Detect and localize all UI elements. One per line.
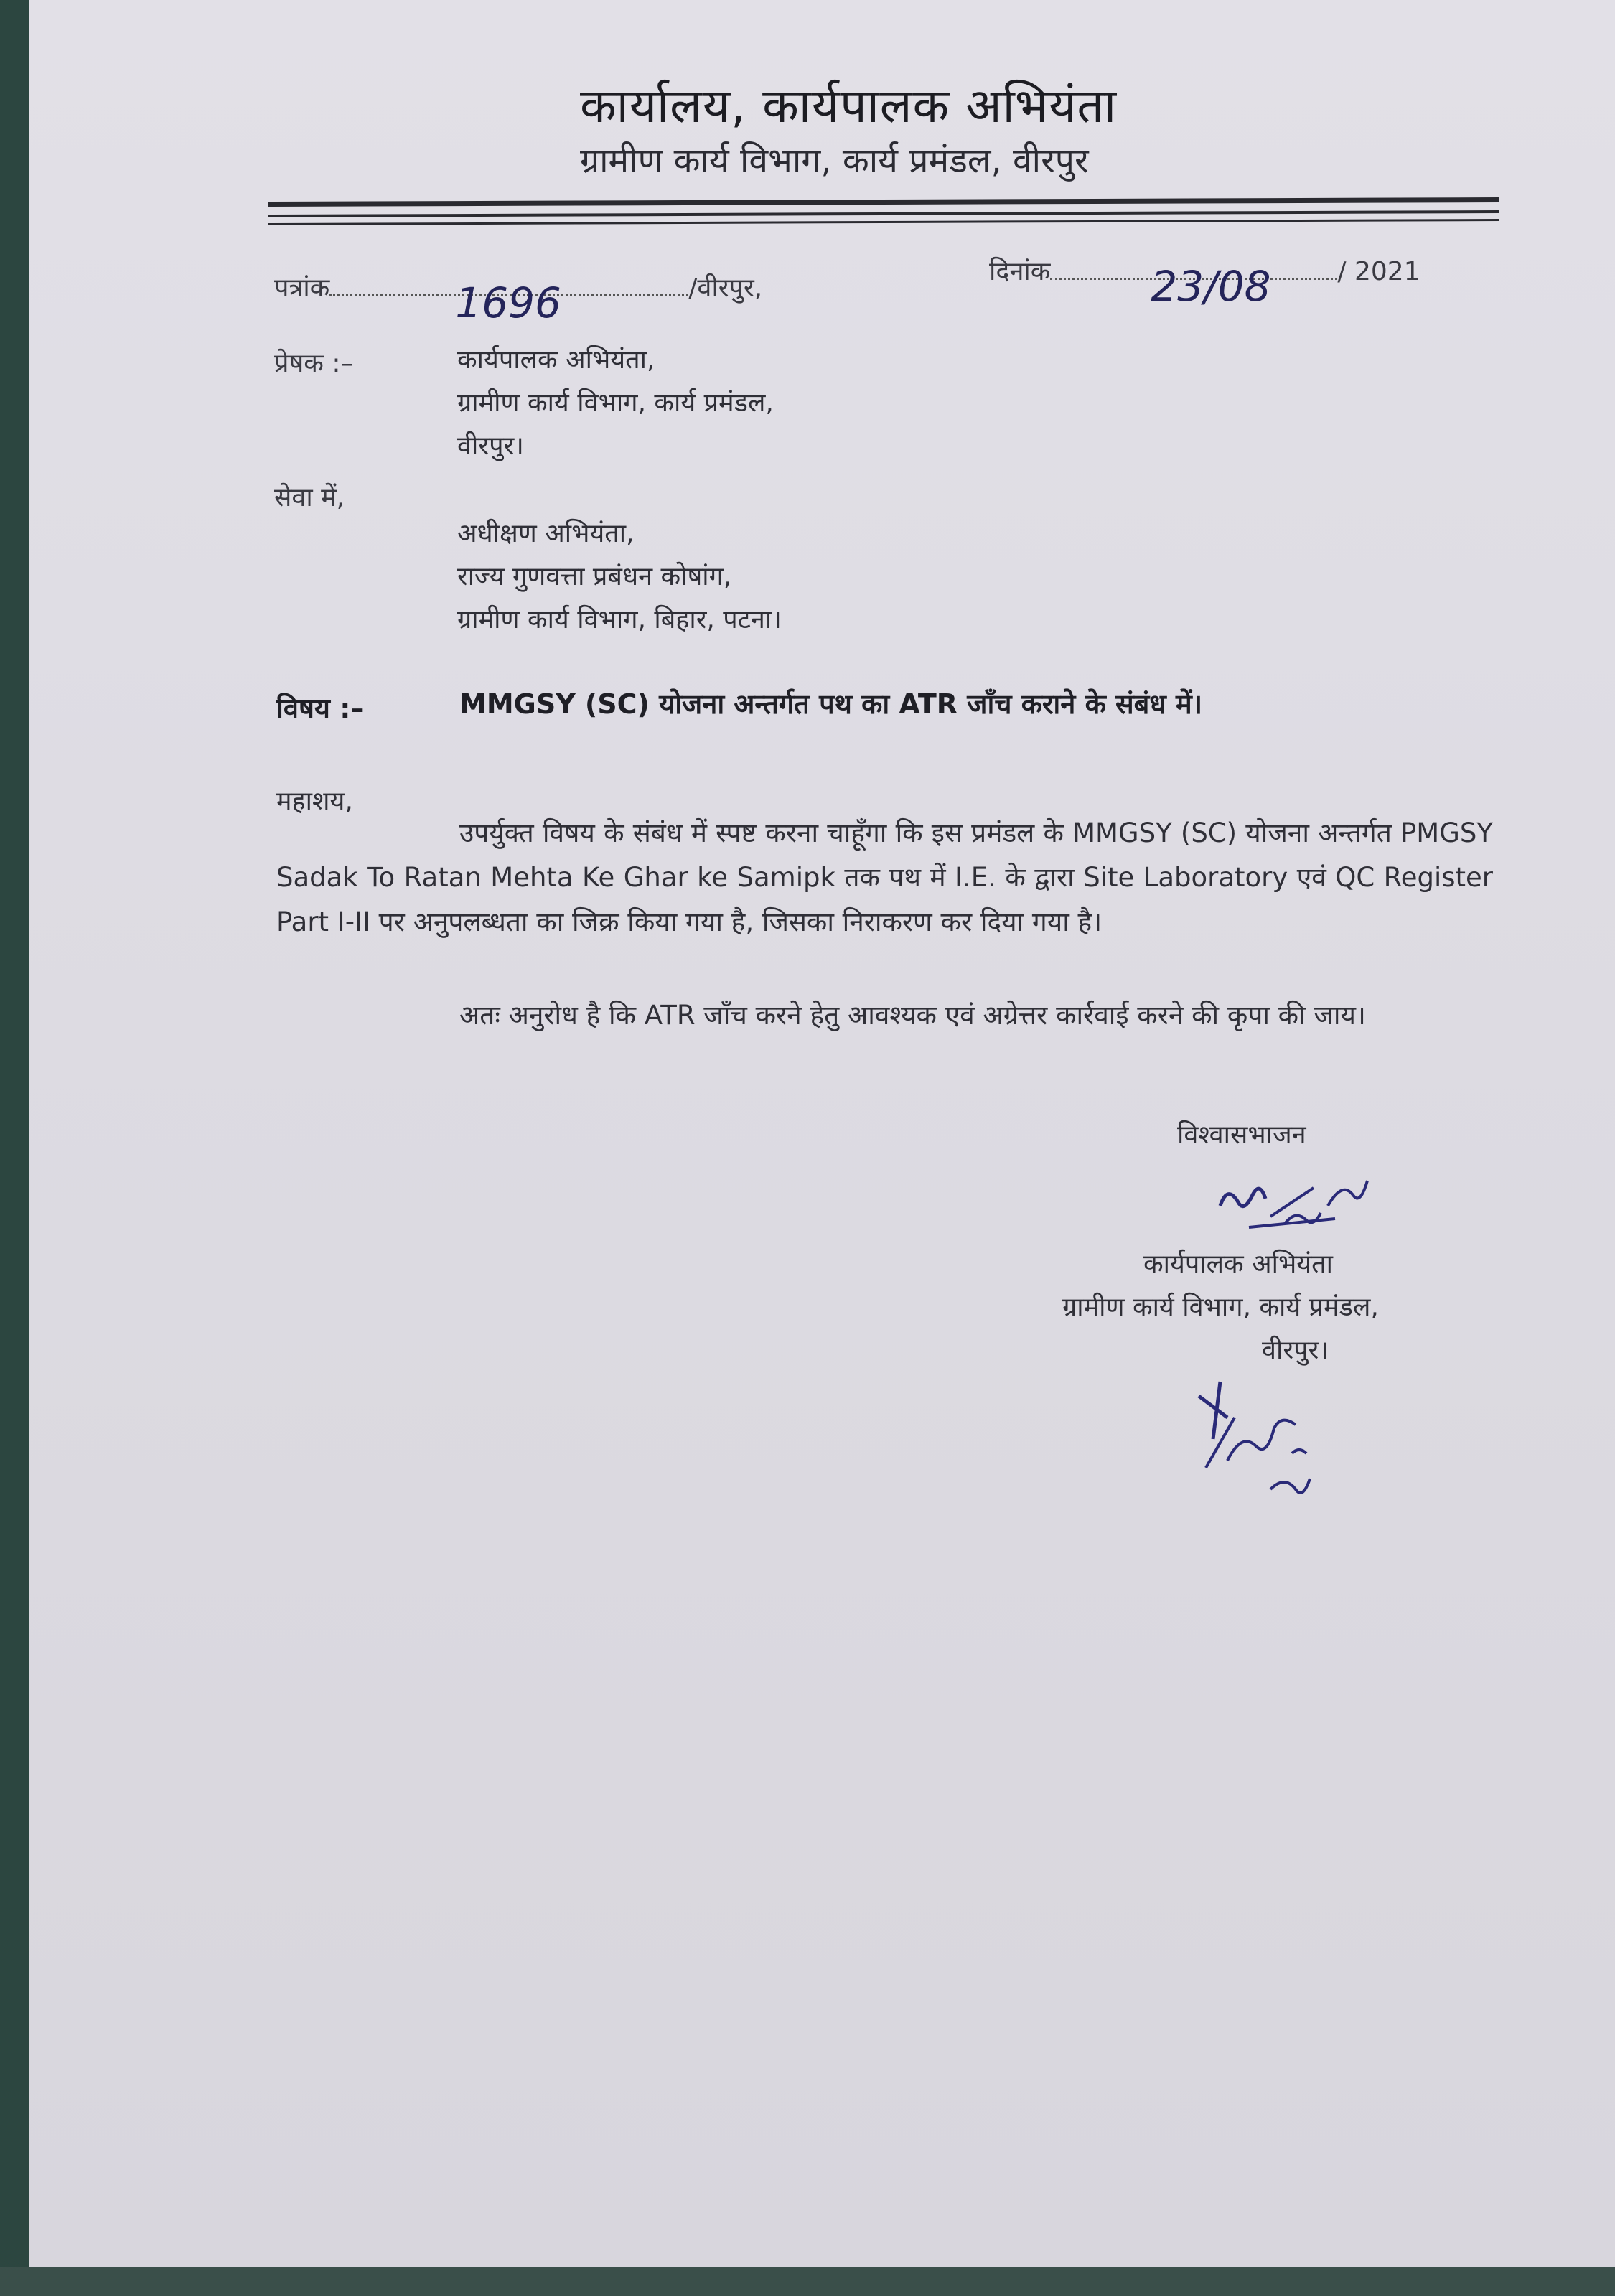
sender-line-3: वीरपुर। — [457, 431, 524, 461]
recipient-line-1: अधीक्षण अभियंता, — [457, 519, 635, 548]
subject-text: MMGSY (SC) योजना अन्तर्गत पथ का ATR जाँच कराने के संबंध में। — [459, 688, 1203, 720]
initials-mark — [1177, 1367, 1342, 1525]
signature-mark — [1206, 1163, 1392, 1249]
sender-line-2: ग्रामीण कार्य विभाग, कार्य प्रमंडल, — [457, 388, 774, 418]
date-year: / 2021 — [1337, 257, 1420, 286]
background-edge — [0, 0, 29, 2296]
salutation: महाशय, — [276, 787, 353, 816]
complimentary-close: विश्वासभाजन — [1177, 1120, 1306, 1150]
signatory-designation: कार्यपालक अभियंता — [1143, 1250, 1333, 1279]
date-handwritten: 23/08 — [1151, 262, 1271, 311]
letterhead-title: कार्यालय, कार्यपालक अभियंता — [580, 78, 1118, 133]
patrank-dotted-line — [329, 278, 688, 327]
letterhead-subtitle: ग्रामीण कार्य विभाग, कार्य प्रमंडल, वीरपुर — [580, 141, 1089, 181]
sender-label: प्रेषक :– — [274, 349, 354, 378]
background-floor — [0, 2267, 1615, 2296]
patrank-number: 1696 — [455, 278, 561, 327]
date-row — [989, 253, 1420, 311]
signatory-place: वीरपुर। — [1262, 1336, 1329, 1365]
recipient-line-3: ग्रामीण कार्य विभाग, बिहार, पटना। — [457, 605, 782, 634]
date-dotted-line — [1050, 262, 1337, 311]
patrank-place: /वीरपुर, — [688, 273, 763, 303]
body-paragraph-2: अतः अनुरोध है कि ATR जाँच करने हेतु आवश्यक एवं अग्रेत्तर कार्रवाई करने की कृपा की जाय। — [459, 1000, 1366, 1031]
date-label: दिनांक — [989, 257, 1051, 286]
signatory-department: ग्रामीण कार्य विभाग, कार्य प्रमंडल, — [1062, 1293, 1379, 1322]
body-paragraph-1: उपर्युक्त विषय के संबंध में स्पष्ट करना चाहूँगा कि इस प्रमंडल के MMGSY (SC) योजना अन्तर्गत PMGSY Sadak To Ratan Mehta Ke Ghar ke Samipk तक पथ में I.E. के द्वारा Site Laboratory एवं QC Register Part I-II पर अनुपलब्धता का जिक्र किया गया है, जिसका निराकरण कर दिया गया है। — [276, 817, 1493, 937]
subject-label: विषय :– — [276, 693, 365, 724]
reference-row — [274, 269, 763, 327]
recipient-line-2: राज्य गुणवत्ता प्रबंधन कोषांग, — [457, 562, 732, 591]
sender-line-1: कार्यपालक अभियंता, — [457, 345, 655, 375]
patrank-label: पत्रांक — [274, 273, 330, 303]
recipient-label: सेवा में, — [274, 483, 345, 512]
letter-sheet — [29, 0, 1615, 2275]
